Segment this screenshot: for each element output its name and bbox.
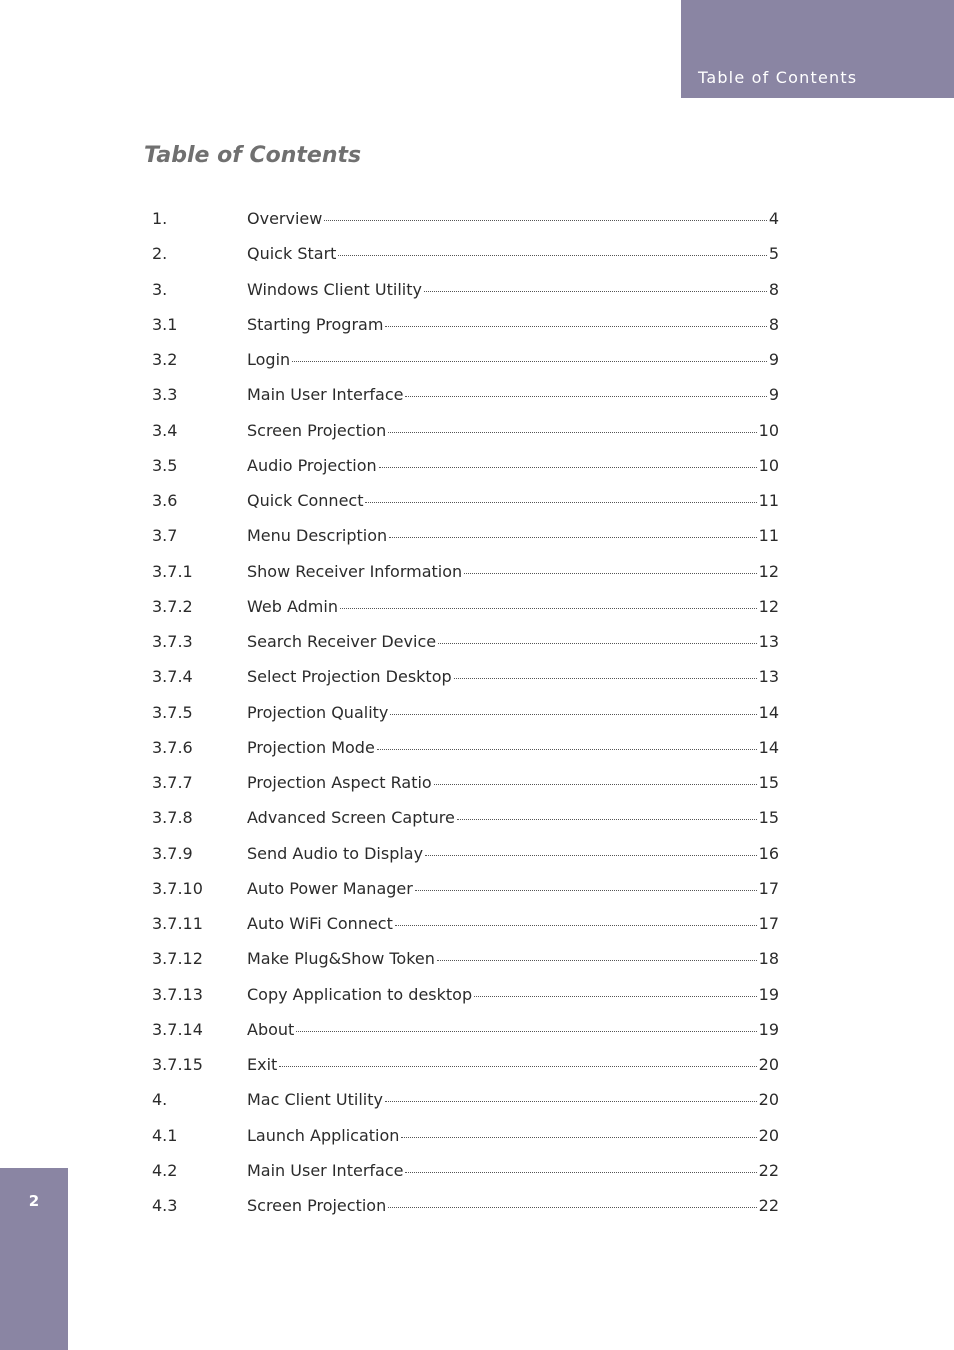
toc-entry-page[interactable]: 5 — [768, 244, 779, 264]
toc-dot-leader — [401, 1137, 756, 1138]
header-tab — [681, 0, 954, 98]
toc-entry[interactable] — [152, 703, 779, 738]
toc-entry-page[interactable]: 15 — [758, 808, 779, 828]
toc-entry-page[interactable]: 12 — [758, 596, 779, 616]
toc-entry-page[interactable]: 9 — [768, 385, 779, 405]
toc-dot-leader — [365, 502, 756, 503]
toc-entry-page[interactable]: 13 — [758, 632, 779, 651]
toc-entry-title[interactable]: Auto Power Manager — [247, 878, 413, 898]
toc-entry-title[interactable]: Copy Application to desktop — [247, 984, 473, 1004]
toc-dot-leader — [377, 749, 757, 750]
toc-entry-page[interactable]: 8 — [768, 314, 779, 334]
toc-entry-number: 3.5 — [152, 455, 178, 475]
toc-entry-number: 3.7.4 — [152, 667, 193, 687]
toc-entry-number: 2. — [152, 244, 168, 264]
toc-dot-leader — [405, 1172, 756, 1173]
toc-entry-title[interactable]: Projection Aspect Ratio — [247, 773, 432, 792]
toc-dot-leader — [340, 608, 757, 609]
toc-entry-page[interactable]: 8 — [768, 279, 779, 299]
toc-entry-title[interactable]: Login — [247, 350, 291, 369]
toc-dot-leader — [415, 890, 757, 891]
toc-entry-number: 3.7 — [152, 526, 178, 546]
toc-entry[interactable] — [152, 315, 779, 350]
toc-entry-title[interactable]: Main User Interface — [247, 1160, 404, 1180]
toc-entry-title[interactable]: Search Receiver Device — [247, 632, 437, 651]
toc-dot-leader — [457, 819, 757, 820]
toc-entry-page[interactable]: 18 — [758, 949, 779, 969]
toc-dot-leader — [474, 996, 757, 997]
toc-entry-title[interactable]: Screen Projection — [247, 1196, 387, 1215]
toc-entry-number: 3.7.12 — [152, 949, 203, 969]
toc-entry-page[interactable]: 22 — [758, 1196, 779, 1215]
toc-entry[interactable] — [152, 385, 779, 420]
toc-entry-page[interactable]: 10 — [758, 420, 779, 440]
toc-entry[interactable] — [152, 808, 779, 843]
toc-entry-number: 3.7.11 — [152, 914, 203, 933]
toc-entry-title[interactable]: Quick Start — [247, 244, 337, 264]
toc-entry[interactable] — [152, 1020, 779, 1055]
toc-entry-number: 4.2 — [152, 1160, 178, 1180]
toc-entry-page[interactable]: 4 — [768, 209, 779, 228]
toc-dot-leader — [388, 1207, 756, 1208]
toc-entry[interactable] — [152, 1126, 779, 1161]
toc-entry-title[interactable]: Launch Application — [247, 1125, 400, 1145]
toc-entry-title[interactable]: About — [247, 1019, 295, 1039]
toc-entry[interactable] — [152, 914, 779, 949]
toc-entry[interactable] — [152, 244, 779, 279]
toc-entry-page[interactable]: 17 — [758, 878, 779, 898]
toc-entry-number: 3.3 — [152, 385, 178, 405]
toc-list — [152, 209, 779, 1231]
toc-entry-title[interactable]: Menu Description — [247, 526, 388, 546]
toc-entry[interactable] — [152, 1055, 779, 1090]
toc-entry-page[interactable]: 14 — [758, 737, 779, 757]
toc-entry[interactable] — [152, 985, 779, 1020]
toc-entry-title[interactable]: Audio Projection — [247, 455, 377, 475]
toc-dot-leader — [390, 714, 756, 715]
toc-entry-page[interactable]: 15 — [758, 773, 779, 792]
toc-entry[interactable] — [152, 280, 779, 315]
toc-entry-title[interactable]: Web Admin — [247, 596, 338, 616]
toc-entry-title[interactable]: Overview — [247, 209, 323, 228]
toc-dot-leader — [424, 291, 767, 292]
toc-entry[interactable] — [152, 562, 779, 597]
toc-entry-number: 3.7.5 — [152, 702, 193, 722]
toc-entry-number: 3.2 — [152, 350, 178, 369]
toc-dot-leader — [425, 855, 757, 856]
toc-entry-page[interactable]: 17 — [758, 914, 779, 933]
toc-entry[interactable] — [152, 879, 779, 914]
toc-entry[interactable] — [152, 949, 779, 984]
toc-entry-number: 3. — [152, 279, 168, 299]
toc-dot-leader — [379, 467, 757, 468]
toc-entry-title[interactable]: Make Plug&Show Token — [247, 949, 435, 969]
toc-entry-number: 3.7.15 — [152, 1055, 203, 1074]
page-number: 2 — [28, 1192, 40, 1210]
toc-entry-title[interactable]: Show Receiver Information — [247, 561, 463, 581]
toc-entry-page[interactable]: 11 — [758, 526, 779, 546]
toc-entry[interactable] — [152, 844, 779, 879]
toc-entry-title[interactable]: Quick Connect — [247, 491, 364, 510]
toc-entry-page[interactable]: 19 — [758, 984, 779, 1004]
toc-entry-number: 3.7.14 — [152, 1019, 203, 1039]
toc-entry-title[interactable]: Projection Mode — [247, 737, 375, 757]
toc-dot-leader — [454, 678, 757, 679]
toc-entry-page[interactable]: 11 — [758, 491, 779, 510]
toc-dot-leader — [385, 326, 766, 327]
toc-entry-number: 3.7.6 — [152, 737, 193, 757]
header-tab-label: Table of Contents — [698, 68, 858, 87]
toc-entry-title[interactable]: Starting Program — [247, 314, 384, 334]
toc-entry-title[interactable]: Select Projection Desktop — [247, 667, 452, 687]
toc-entry-number: 1. — [152, 209, 168, 228]
toc-entry-title[interactable]: Auto WiFi Connect — [247, 914, 393, 933]
toc-entry[interactable] — [152, 773, 779, 808]
page-title: Table of Contents — [144, 143, 362, 168]
toc-dot-leader — [338, 255, 766, 256]
toc-entry-number: 3.7.8 — [152, 808, 193, 828]
toc-dot-leader — [438, 643, 757, 644]
toc-entry[interactable] — [152, 350, 779, 385]
toc-dot-leader — [389, 537, 757, 538]
toc-entry-number: 3.7.13 — [152, 984, 203, 1004]
toc-entry[interactable] — [152, 667, 779, 702]
toc-dot-leader — [395, 925, 757, 926]
toc-entry[interactable] — [152, 209, 779, 244]
toc-entry-title[interactable]: Send Audio to Display — [247, 843, 424, 863]
toc-entry-page[interactable]: 22 — [758, 1160, 779, 1180]
toc-entry-number: 3.4 — [152, 420, 178, 440]
toc-entry-title[interactable]: Projection Quality — [247, 702, 389, 722]
toc-entry-page[interactable]: 20 — [758, 1055, 779, 1074]
toc-entry[interactable] — [152, 1090, 779, 1125]
toc-entry-number: 3.7.10 — [152, 878, 203, 898]
toc-entry-title[interactable]: Exit — [247, 1055, 278, 1074]
toc-entry-page[interactable]: 9 — [768, 350, 779, 369]
toc-dot-leader — [279, 1066, 756, 1067]
toc-entry-title[interactable]: Main User Interface — [247, 385, 404, 405]
toc-entry-title[interactable]: Advanced Screen Capture — [247, 808, 455, 828]
toc-entry-page[interactable]: 10 — [758, 455, 779, 475]
toc-dot-leader — [292, 361, 767, 362]
toc-entry[interactable] — [152, 456, 779, 491]
toc-entry-page[interactable]: 12 — [758, 561, 779, 581]
toc-entry-page[interactable]: 20 — [758, 1090, 779, 1110]
toc-entry-page[interactable]: 14 — [758, 702, 779, 722]
toc-entry-title[interactable]: Mac Client Utility — [247, 1090, 383, 1110]
toc-entry[interactable] — [152, 421, 779, 456]
toc-dot-leader — [434, 784, 757, 785]
toc-dot-leader — [405, 396, 766, 397]
toc-entry-page[interactable]: 13 — [758, 667, 779, 687]
toc-entry-title[interactable]: Windows Client Utility — [247, 279, 422, 299]
toc-dot-leader — [385, 1101, 757, 1102]
toc-entry-number: 3.7.1 — [152, 561, 193, 581]
toc-entry[interactable] — [152, 1161, 779, 1196]
toc-dot-leader — [437, 960, 757, 961]
toc-entry-number: 3.7.9 — [152, 843, 193, 863]
toc-entry-title[interactable]: Screen Projection — [247, 420, 387, 440]
toc-entry-number: 3.7.2 — [152, 596, 193, 616]
toc-dot-leader — [296, 1031, 756, 1032]
toc-entry-page[interactable]: 16 — [758, 843, 779, 863]
toc-entry[interactable] — [152, 1196, 779, 1231]
toc-entry-number: 3.7.7 — [152, 773, 193, 792]
toc-entry-number: 3.7.3 — [152, 632, 193, 651]
toc-entry-number: 4.3 — [152, 1196, 178, 1215]
toc-entry[interactable] — [152, 597, 779, 632]
toc-dot-leader — [324, 220, 766, 221]
toc-entry[interactable] — [152, 738, 779, 773]
toc-entry-page[interactable]: 20 — [758, 1125, 779, 1145]
toc-entry[interactable] — [152, 491, 779, 526]
toc-entry-number: 4.1 — [152, 1125, 178, 1145]
toc-entry-number: 3.1 — [152, 314, 178, 334]
toc-entry-page[interactable]: 19 — [758, 1019, 779, 1039]
toc-entry-number: 4. — [152, 1090, 168, 1110]
toc-dot-leader — [388, 432, 756, 433]
toc-entry-number: 3.6 — [152, 491, 178, 510]
page-tab — [0, 1168, 68, 1350]
toc-entry[interactable] — [152, 526, 779, 561]
toc-entry[interactable] — [152, 632, 779, 667]
toc-dot-leader — [464, 573, 756, 574]
